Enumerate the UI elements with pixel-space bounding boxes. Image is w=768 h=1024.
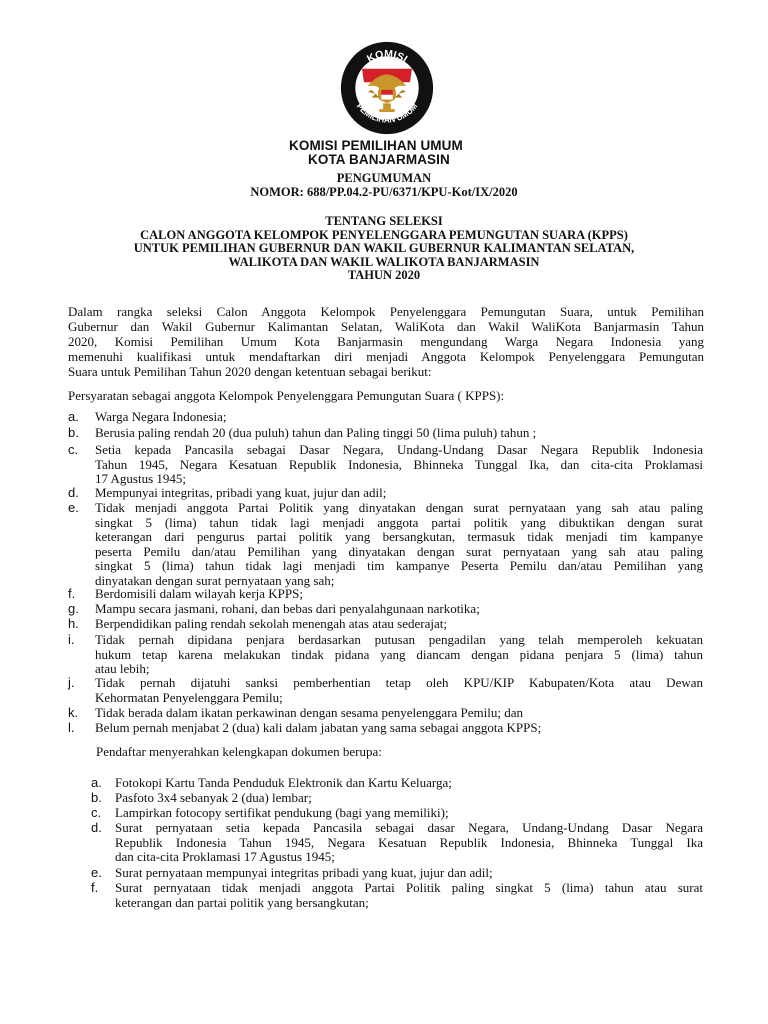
list-marker: b. — [68, 425, 79, 440]
list-marker: d. — [91, 820, 102, 835]
intro-line: memenuhi kualifikasi untuk mendaftarkan diri menjadi Anggota Kelompok Penyelenggara Pemungutan — [68, 349, 704, 364]
list-marker: e. — [91, 865, 102, 880]
intro-line: Dalam rangka seleksi Calon Anggota Kelompok Penyelenggara Pemungutan Suara, untuk Pemilihan — [68, 304, 704, 319]
list-marker: k. — [68, 705, 79, 720]
list-item-line: Tidak berada dalam ikatan perkawinan dengan sesama penyelenggara Pemilu; dan — [95, 705, 524, 720]
list-item-line: singkat 5 (lima) tahun tidak lagi menjadi tim kampanye Peserta Pemilu dan/atau Pemilihan yang — [95, 558, 703, 573]
list-item-line: Berusia paling rendah 20 (dua puluh) tahun dan Paling tinggi 50 (lima puluh) tahun ; — [95, 425, 537, 440]
list-marker: a. — [68, 409, 79, 424]
list-item-line: Surat pernyataan mempunyai integritas pribadi yang kuat, jujur dan adil; — [115, 865, 493, 880]
intro-line: 2020, Komisi Pemilihan Umum Kota Banjarmasin mengundang Warga Negara Indonesia yang — [68, 334, 704, 349]
list-item-line: singkat 5 (lima) tahun tidak lagi menjadi anggota partai politik yang dibuktikan dengan surat — [95, 514, 703, 530]
list-item-line: keterangan dari pengurus partai politik yang bersangkutan, termasuk tidak menjadi tim kampanye — [95, 529, 703, 544]
intro-paragraph — [68, 304, 704, 379]
list-item-line: Lampirkan fotocopy sertifikat pendukung (bagi yang memiliki); — [115, 805, 449, 820]
requirements-heading: Persyaratan sebagai anggota Kelompok Penyelenggara Pemungutan Suara ( KPPS): — [68, 388, 505, 403]
list-marker: f. — [68, 586, 76, 601]
list-item-line: Berdomisili dalam wilayah kerja KPPS; — [95, 586, 303, 601]
list-item-line: 17 Agustus 1945; — [95, 471, 187, 486]
subject-block — [0, 215, 768, 283]
documents-heading: Pendaftar menyerahkan kelengkapan dokumen berupa: — [96, 744, 382, 759]
logo-text-bottom: PEMILIHAN UMUM — [354, 101, 420, 125]
list-item-line: Tidak menjadi anggota Partai Politik yang dinyatakan dengan surat pernyataan yang sah atau paling — [95, 500, 703, 515]
subject-line2: CALON ANGGOTA KELOMPOK PENYELENGGARA PEMUNGUTAN SUARA (KPPS) — [140, 227, 628, 242]
announcement-number: NOMOR: 688/PP.04.2-PU/6371/KPU-Kot/IX/2020 — [250, 184, 518, 199]
list-item-line: Warga Negara Indonesia; — [95, 409, 227, 424]
list-item-line: Tahun 1945, Negara Kesatuan Republik Indonesia, Bhinneka Tunggal Ika, dan cita-cita Proklamasi — [95, 456, 703, 472]
list-item-line: peserta Pemilu dan/atau Pemilihan yang dinyatakan dengan surat pernyataan yang sah atau paling — [95, 543, 703, 559]
list-item-line: atau lebih; — [95, 661, 150, 676]
intro-line: Suara untuk Pemilihan Tahun 2020 dengan ketentuan sebagai berikut: — [68, 364, 432, 379]
list-marker: e. — [68, 500, 79, 515]
subject-line1: TENTANG SELEKSI — [325, 214, 443, 228]
subject-line5: TAHUN 2020 — [347, 268, 421, 282]
kpu-logo — [339, 40, 435, 136]
list-item-line: Pasfoto 3x4 sebanyak 2 (dua) lembar; — [115, 790, 312, 805]
intro-line: Gubernur dan Wakil Gubernur Kalimantan Selatan, WaliKota dan Wakil WaliKota Banjarmasin Tahun — [68, 319, 704, 334]
org-line1: KOMISI PEMILIHAN UMUM — [289, 138, 463, 153]
list-item-line: Belum pernah menjabat 2 (dua) kali dalam jabatan yang sama sebagai anggota KPPS; — [95, 720, 542, 735]
organization-name — [289, 139, 463, 167]
subject-line4: WALIKOTA DAN WAKIL WALIKOTA BANJARMASIN — [228, 254, 540, 269]
list-marker: j. — [68, 675, 75, 690]
subject-line3: UNTUK PEMILIHAN GUBERNUR DAN WAKIL GUBERNUR KALIMANTAN SELATAN, — [133, 241, 635, 255]
list-marker: l. — [68, 720, 75, 735]
list-item-line: Republik Indonesia Tahun 1945, Negara Kesatuan Republik Indonesia, Bhinneka Tunggal Ika — [115, 834, 703, 850]
list-marker: d. — [68, 485, 79, 500]
list-marker: a. — [91, 775, 102, 790]
list-item-line: Tidak pernah dijatuhi sanksi pemberhentian tetap oleh KPU/KIP Kabupaten/Kota atau Dewan — [95, 675, 703, 690]
announcement-block — [0, 172, 768, 199]
list-item-line: Mampu secara jasmani, rohani, dan bebas dari penyalahgunaan narkotika; — [95, 601, 480, 616]
list-marker: c. — [68, 442, 79, 457]
list-item-line: keterangan dan partai politik yang bersangkutan; — [115, 894, 369, 910]
org-line2: KOTA BANJARMASIN — [308, 152, 450, 167]
logo-text-top: KOMISI — [365, 48, 410, 66]
list-item-line: dan cita-cita Proklamasi 17 Agustus 1945; — [115, 849, 335, 864]
list-item-line: Kehormatan Penyelenggara Pemilu; — [95, 689, 283, 705]
list-item-line: Setia kepada Pancasila sebagai Dasar Negara, Undang-Undang Dasar Negara Republik Indonesia — [95, 442, 703, 457]
list-marker: g. — [68, 601, 79, 616]
list-item-line: Tidak pernah dipidana penjara berdasarkan putusan pengadilan yang telah memperoleh kekuatan — [95, 632, 703, 647]
list-marker: c. — [91, 805, 102, 820]
list-item-line: Mempunyai integritas, pribadi yang kuat, jujur dan adil; — [95, 485, 387, 500]
list-marker: h. — [68, 616, 79, 631]
announcement-title: PENGUMUMAN — [336, 171, 432, 185]
list-item-line: Berpendidikan paling rendah sekolah menengah atas atau sederajat; — [95, 616, 447, 631]
list-marker: i. — [68, 632, 75, 647]
list-item-line: hukum tetap karena melakukan tindak pidana yang diancam dengan pidana penjara 5 (lima) tahun — [95, 646, 703, 662]
list-item-line: Surat pernyataan tidak menjadi anggota Partai Politik paling singkat 5 (lima) tahun atau surat — [115, 880, 703, 895]
list-item-line: Surat pernyataan setia kepada Pancasila sebagai dasar Negara, Undang-Undang Dasar Negara — [115, 820, 703, 835]
list-item-line: Fotokopi Kartu Tanda Penduduk Elektronik dan Kartu Keluarga; — [115, 775, 452, 790]
list-item-line: dinyatakan dengan surat pernyataan yang sah; — [95, 572, 335, 588]
list-marker: b. — [91, 790, 102, 805]
list-marker: f. — [91, 880, 99, 895]
